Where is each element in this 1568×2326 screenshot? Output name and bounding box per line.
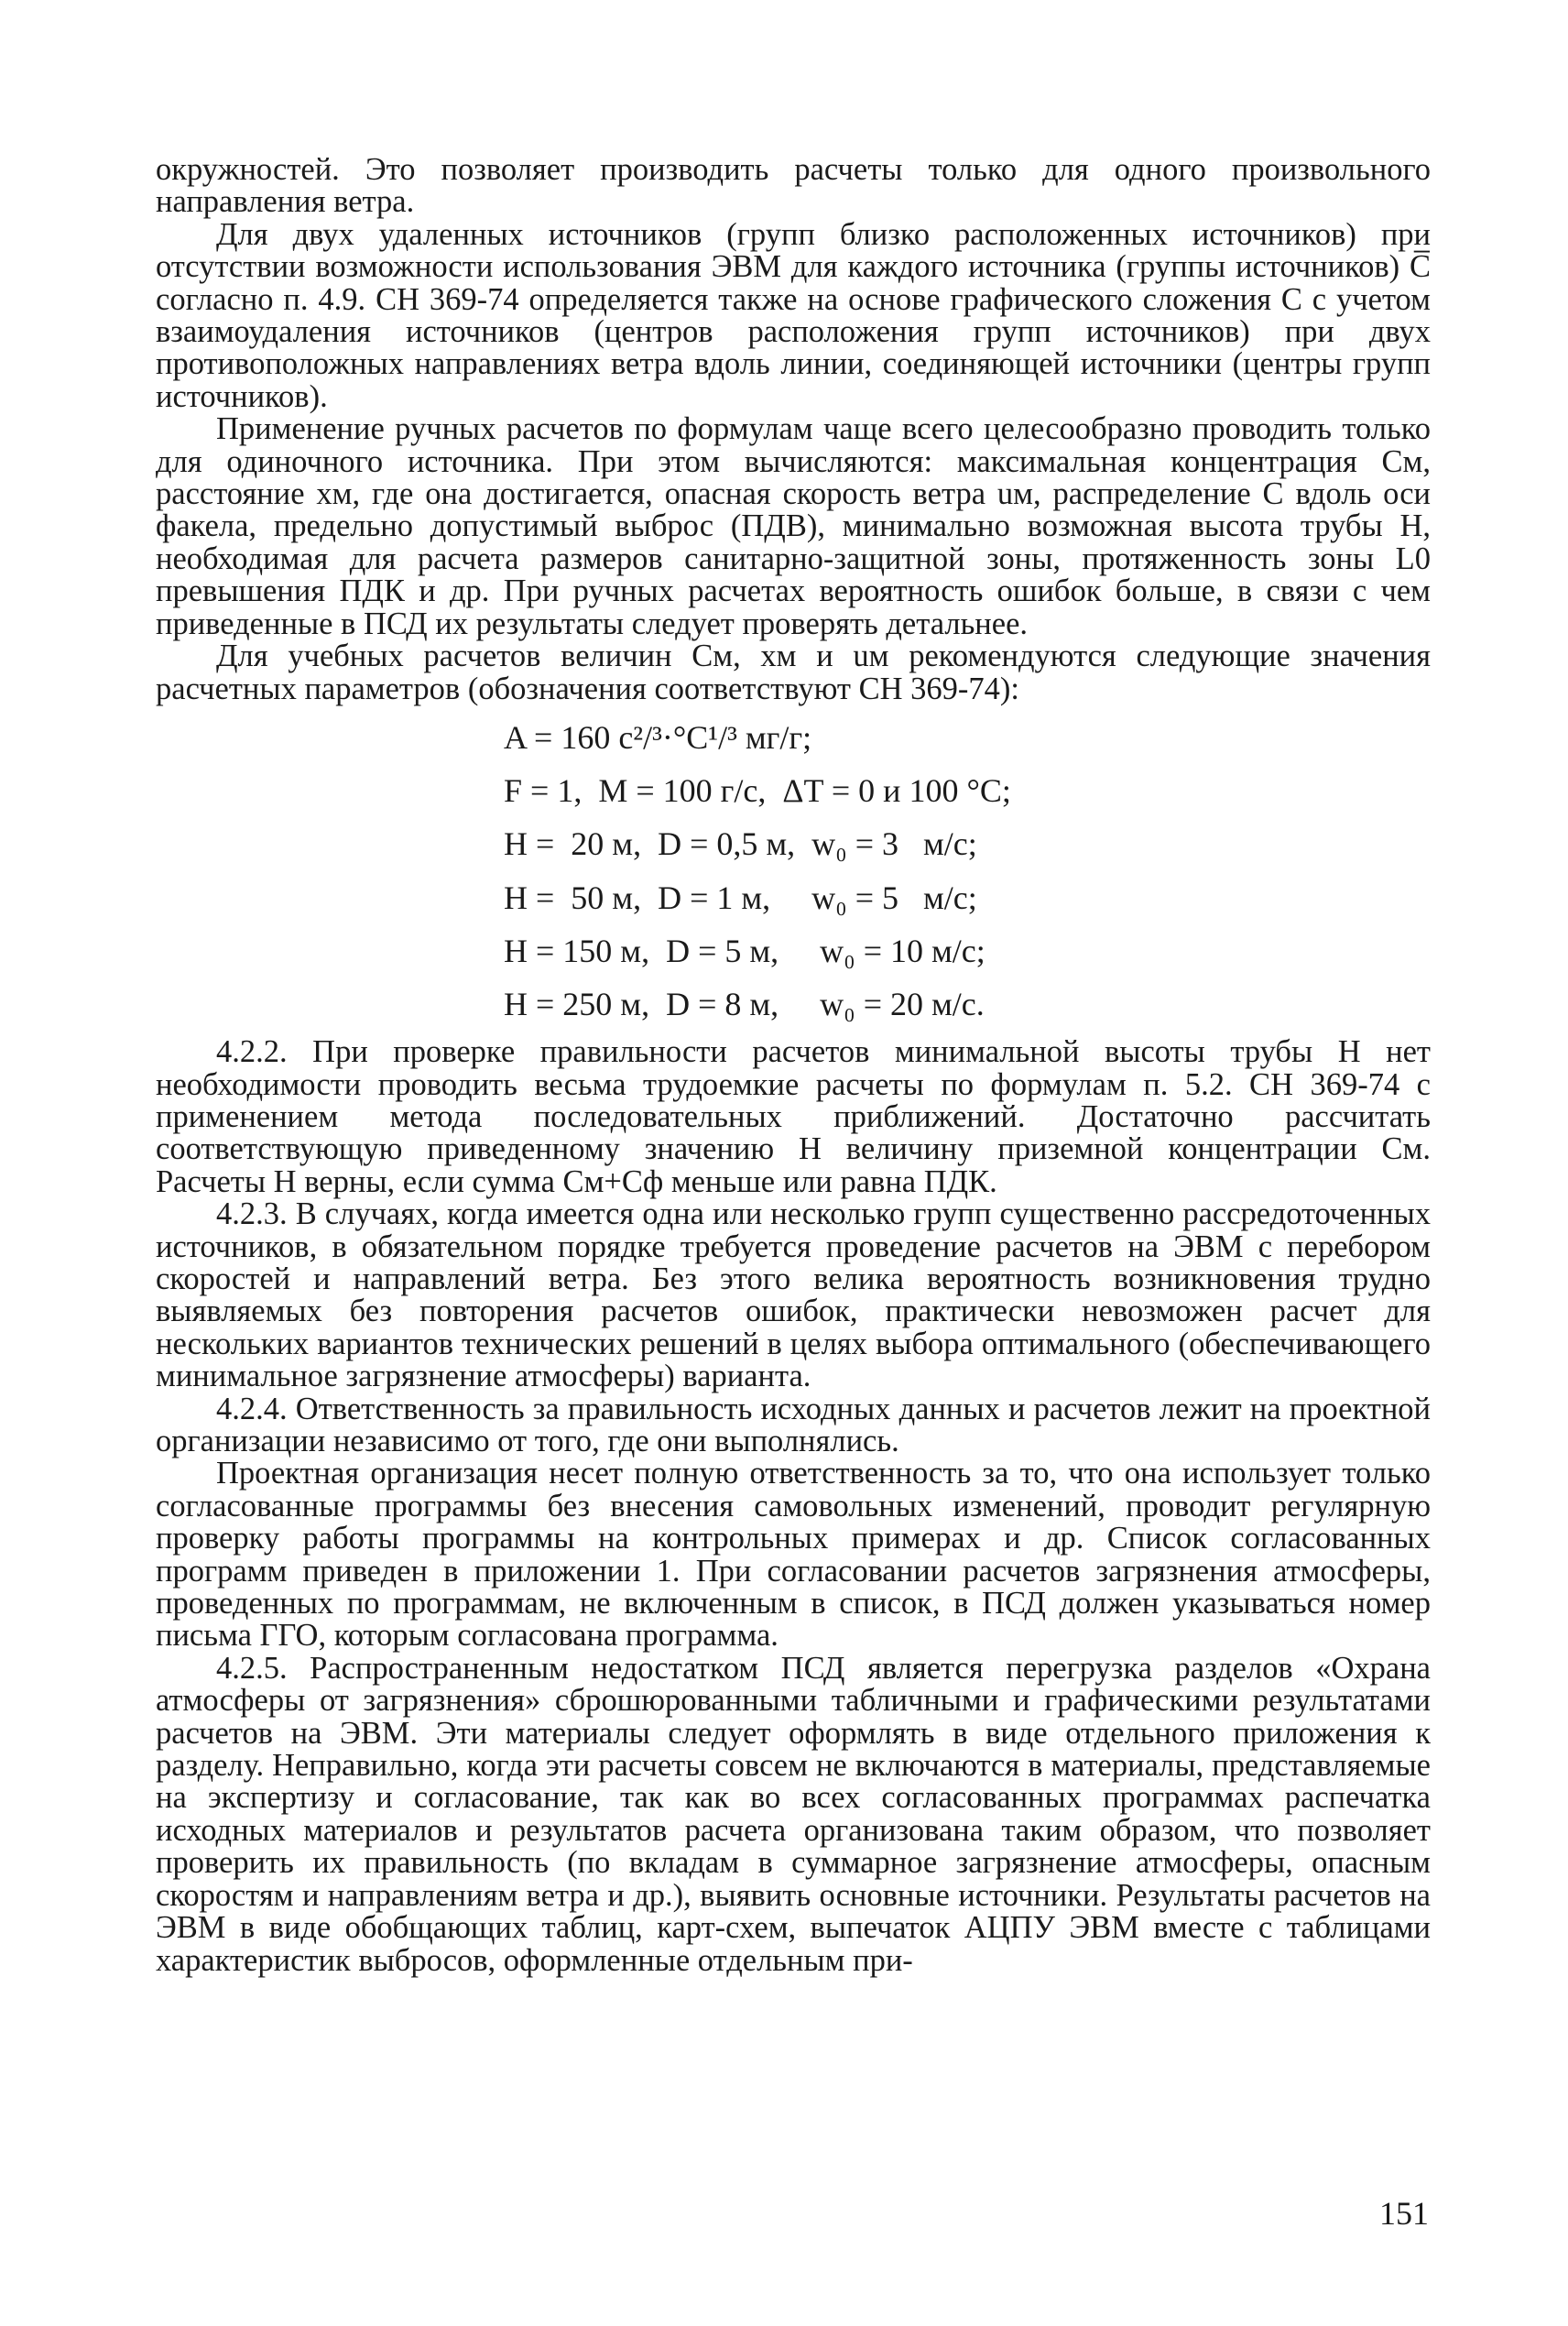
formula-block — [504, 711, 1431, 1031]
paragraph-4-2-4: 4.2.4. Ответственность за правильность исходных данных и расчетов лежит на проектной организации независимо от того, где они выполнялись. — [156, 1391, 1431, 1458]
paragraph-training-params: Для учебных расчетов величин Cм, xм и uм рекомендуются следующие значения расчетных параметров (обозначения соответствуют СН 369-74): — [156, 639, 1431, 706]
paragraph-manual-calc: Применение ручных расчетов по формулам чаще всего целесообразно проводить только для одиночного источника. При этом вычисляются: максимальная концентрация Cм, расстояние xм, где она достигается, опасная скорость ветра uм, распределение C вдоль оси факела, предельно допустимый выброс (ПДВ), минимально возможная высота трубы H, необходимая для расчета размеров санитарно-защитной зоны, протяженность зоны L0 превышения ПДК и др. При ручных расчетах вероятность ошибок больше, в связи с чем приведенные в ПСД их результаты следует проверять детальнее. — [156, 411, 1431, 641]
formula-line: H = 250 м, D = 8 м, w₀ = 20 м/с. — [504, 985, 985, 1022]
paragraph-two-sources: Для двух удаленных источников (групп близко расположенных источников) при отсутствии возможности использования ЭВМ для каждого источника (группы источников) C̅ согласно п. 4.9. СН 369-74 определяется также на основе графического сложения C с учетом взаимоудаления источников (центров расположения групп источников) при двух противоположных направлениях ветра вдоль линии, соединяющей источники (центры групп источников). — [156, 216, 1431, 414]
formula-line: A = 160 с²/³·°C¹/³ мг/г; — [504, 718, 812, 756]
formula-line: H = 150 м, D = 5 м, w₀ = 10 м/с; — [504, 932, 985, 969]
paragraph-design-org: Проектная организация несет полную ответственность за то, что она использует только согласованные программы без внесения самовольных изменений, проводит регулярную проверку работы программы на контрольных примерах и др. Список согласованных программ приведен в приложении 1. При согласовании расчетов загрязнения атмосферы, проведенных по программам, не включенным в список, в ПСД должен указываться номер письма ГГО, которым согласована программа. — [156, 1456, 1431, 1654]
formula-line: H = 50 м, D = 1 м, w₀ = 5 м/с; — [504, 879, 977, 916]
formula-line: F = 1, M = 100 г/с, ΔT = 0 и 100 °C; — [504, 772, 1011, 810]
body-text — [156, 154, 1431, 1977]
paragraph-4-2-2: 4.2.2. При проверке правильности расчетов минимальной высоты трубы H нет необходимости проводить весьма трудоемкие расчеты по формулам п. 5.2. СН 369-74 с применением метода последовательных приближений. Достаточно рассчитать соответствующую приведенному значению H величину приземной концентрации Cм. Расчеты H верны, если сумма Cм+Cф меньше или равна ПДК. — [156, 1034, 1431, 1199]
paragraph-4-2-5: 4.2.5. Распространенным недостатком ПСД является перегрузка разделов «Охрана атмосферы от загрязнения» сброшюрованными табличными и графическими результатами расчетов на ЭВМ. Эти материалы следует оформлять в виде отдельного приложения к разделу. Неправильно, когда эти расчеты совсем не включаются в материалы, представляемые на экспертизу и согласование, так как во всех согласованных программах распечатка исходных материалов и результатов расчета организована таким образом, что позволяет проверить их правильность (по вкладам в суммарное загрязнение атмосферы, опасным скоростям и направлениям ветра и др.), выявить основные источники. Результаты расчетов на ЭВМ в виде обобщающих таблиц, карт-схем, выпечаток АЦПУ ЭВМ вместе с таблицами характеристик выбросов, оформленные отдельным при- — [156, 1650, 1431, 1978]
formula-line: H = 20 м, D = 0,5 м, w₀ = 3 м/с; — [504, 825, 977, 863]
paragraph-4-2-3: 4.2.3. В случаях, когда имеется одна или несколько групп существенно рассредоточенных источников, в обязательном порядке требуется проведение расчетов на ЭВМ с перебором скоростей и направлений ветра. Без этого велика вероятность возникновения трудно выявляемых без повторения расчетов ошибок, практически невозможен расчет для нескольких вариантов технических решений в целях выбора оптимального (обеспечивающего минимальное загрязнение атмосферы) варианта. — [156, 1196, 1431, 1394]
page-number: 151 — [1379, 2195, 1429, 2232]
paragraph-continuation: окружностей. Это позволяет производить расчеты только для одного произвольного направления ветра. — [156, 152, 1431, 220]
